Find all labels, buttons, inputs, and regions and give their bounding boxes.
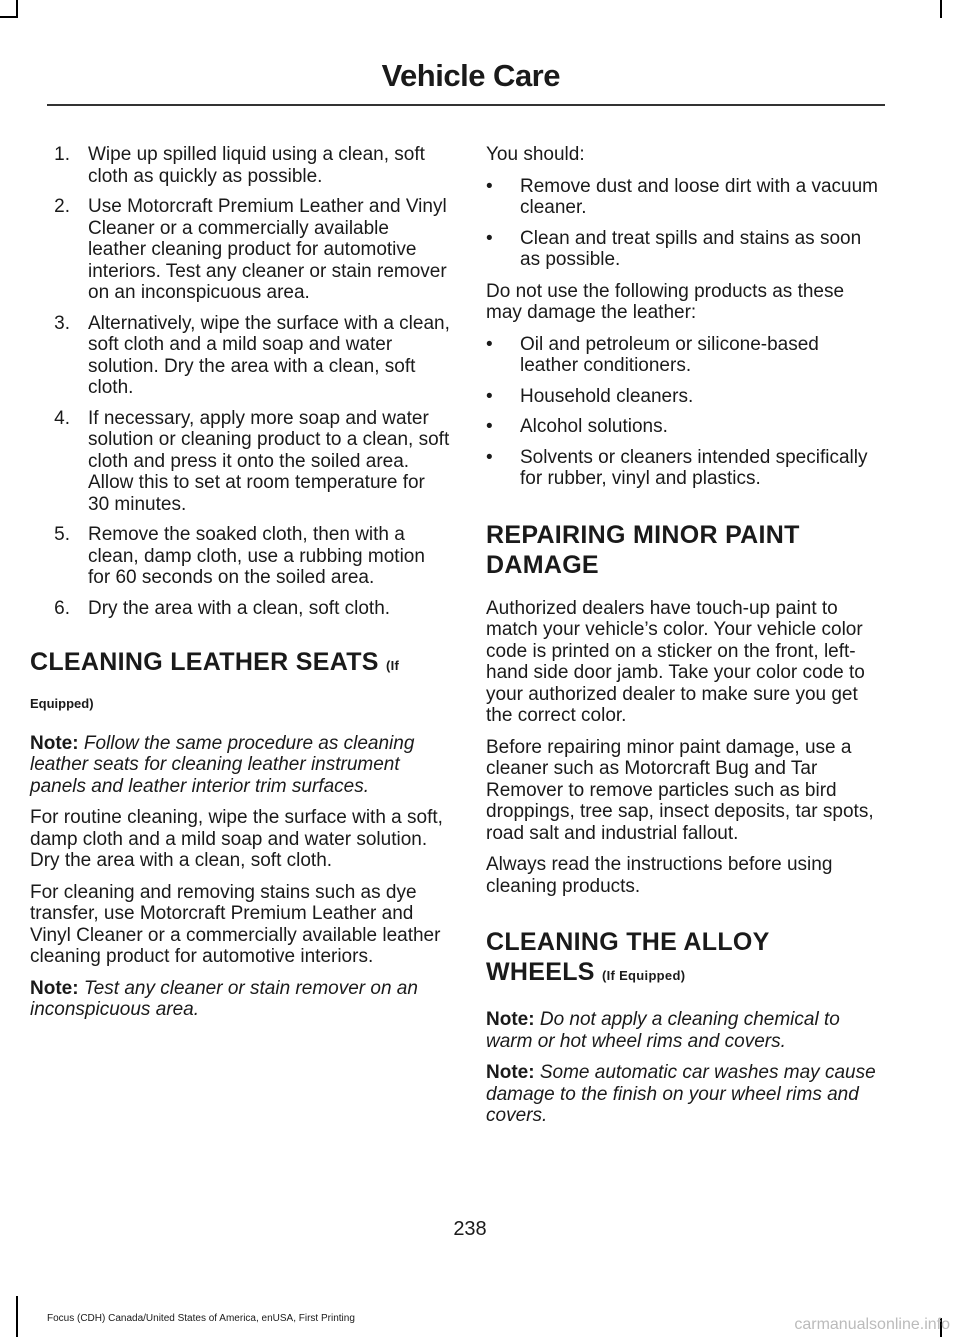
paint-heading-block [486,520,882,580]
crop-mark-top-right [940,0,942,18]
section-heading-alloy-wheels: CLEANING THE ALLOY [486,928,770,956]
list-item: • Clean and treat spills and stains as soon as possible. [486,227,862,270]
body-paragraph: For cleaning and removing stains such as dye transfer, use Motorcraft Premium Leather and Vinyl Cleaner or a commercially available leather cleaning product for automotive interiors. [30,881,441,967]
list-item: 1. Wipe up spilled liquid using a clean, soft cloth as quickly as possible. [54,144,425,187]
list-item: 3. Alternatively, wipe the surface with a clean, soft cloth and a mild soap and water solution. Dry the area with a clean, soft cloth. [54,312,450,398]
printing-info: Focus (CDH) Canada/United States of America, enUSA, First Printing [47,1313,355,1324]
list-item: • Alcohol solutions. [486,416,668,437]
body-paragraph: For routine cleaning, wipe the surface with a soft, damp cloth and a mild soap and water solution. Dry the area with a clean, soft cloth. [30,807,443,871]
section-heading-suffix: Equipped) [30,696,94,711]
note-paragraph: Note: Test any cleaner or stain remover on an inconspicuous area. [30,977,418,1020]
body-paragraph: You should: [486,144,585,165]
page-number: 238 [453,1218,487,1240]
section-heading-alloy-wheels-line2: WHEELS (If Equipped) [486,958,686,986]
dont-use-list [486,334,882,490]
note-paragraph: Note: Follow the same procedure as cleaning leather seats for cleaning leather instrument panels and leather interior trim surfaces. [30,732,415,797]
section-heading-paint-damage-line2: DAMAGE [486,550,599,579]
list-item: 6. Dry the area with a clean, soft cloth. [54,597,391,619]
crop-mark-top-left-h [0,16,18,18]
leather-seats-heading-block [30,647,450,715]
body-paragraph: Before repairing minor paint damage, use a cleaner such as Motorcraft Bug and Tar Remover to remove particles such as bird droppings, tree sap, insect deposits, tar spots, road salt and industrial fallout. [486,736,874,844]
list-item: • Remove dust and loose dirt with a vacuum cleaner. [486,175,879,218]
note-paragraph: Note: Do not apply a cleaning chemical to warm or hot wheel rims and covers. [486,1009,840,1052]
crop-mark-bottom-left [16,1296,18,1337]
right-column [486,144,882,1137]
list-item: • Oil and petroleum or silicone-based leather conditioners. [486,333,819,376]
watermark-link[interactable]: carmanualsonline.info [794,1316,950,1333]
header-divider [47,104,885,106]
wheels-heading-block [486,927,882,991]
list-item: 5. Remove the soaked cloth, then with a clean, damp cloth, use a rubbing motion for 60 seconds on the soiled area. [54,524,425,588]
should-list [486,176,882,271]
body-paragraph: Authorized dealers have touch-up paint to match your vehicle’s color. Your vehicle color code is printed on a sticker on the front, left-hand side door jamb. Take your color code to your authorized dealer to make sure you get the correct color. [486,597,865,726]
note-paragraph: Note: Some automatic car washes may cause damage to the finish on your wheel rims and covers. [486,1062,876,1126]
list-item: 4. If necessary, apply more soap and water solution or cleaning product to a clean, soft cloth and press it onto the soiled area. Allow this to set at room temperature for 30 minutes. [54,407,450,515]
page-title: Vehicle Care [381,58,560,93]
body-paragraph: Do not use the following products as these may damage the leather: [486,280,845,323]
list-item: 2. Use Motorcraft Premium Leather and Vinyl Cleaner or a commercially available leather cleaning product for automotive interiors. Test any cleaner or stain remover on an inconspicuous area. [54,196,447,303]
left-column [30,144,450,1031]
list-item: • Solvents or cleaners intended specifically for rubber, vinyl and plastics. [486,446,868,489]
list-item: • Household cleaners. [486,385,694,407]
section-heading-leather-seats: CLEANING LEATHER SEATS (If [30,648,400,676]
section-heading-paint-damage: REPAIRING MINOR PAINT [486,520,800,549]
cleaning-steps-list [30,144,450,619]
body-paragraph: Always read the instructions before using cleaning products. [486,854,833,897]
